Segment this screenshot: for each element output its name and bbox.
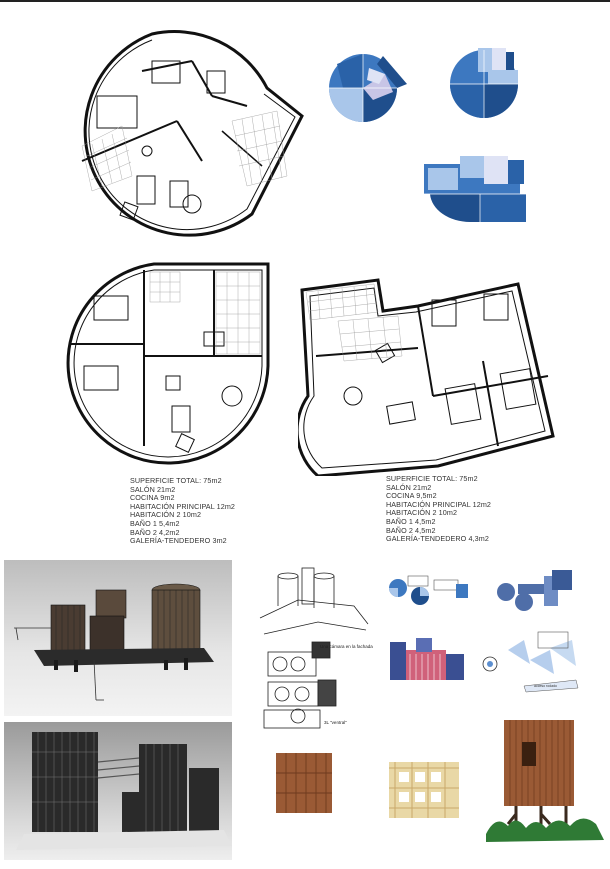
area-item: GALERÍA-TENDEDERO 4,3m2 xyxy=(386,534,489,544)
diagram-facade-elevation xyxy=(386,636,470,684)
area-item: SUPERFICIE TOTAL: 75m2 xyxy=(386,474,478,483)
area-item: BAÑO 2 4,5m2 xyxy=(386,525,436,535)
diagram-light-cones xyxy=(480,630,582,694)
area-list-right-plan xyxy=(386,475,491,544)
diagram-circles-blue-2 xyxy=(494,566,580,614)
area-item: BAÑO 1 4,5m2 xyxy=(386,516,436,526)
top-border xyxy=(0,0,610,2)
sketch-note-2: 3L "ventral" xyxy=(324,720,347,725)
illustration-tower-trees xyxy=(486,714,604,846)
model-photo-1 xyxy=(4,560,232,716)
model-sketch-1 xyxy=(4,560,232,716)
zoning-diagram-circle-2 xyxy=(448,42,524,120)
area-item: HABITACIÓN PRINCIPAL 12m2 xyxy=(386,499,492,509)
area-item: HABITACIÓN 2 10m2 xyxy=(130,510,202,520)
area-item: BAÑO 2 4,2m2 xyxy=(130,527,180,537)
area-item: GALERÍA-TENDEDERO 3m2 xyxy=(130,536,227,546)
zoning-diagram-square xyxy=(420,152,530,232)
diagram-circles-blue-1 xyxy=(384,566,480,612)
model-sketch-2 xyxy=(4,722,232,860)
floor-plan-angled-3 xyxy=(298,276,563,476)
pencil-sketches xyxy=(258,562,378,732)
area-item: COCINA 9m2 xyxy=(130,493,175,503)
floor-plan-circular-1 xyxy=(52,26,317,244)
area-item: HABITACIÓN PRINCIPAL 12m2 xyxy=(130,501,236,511)
model-photo-2 xyxy=(4,722,232,860)
area-item: COCINA 9,5m2 xyxy=(386,491,437,501)
sketch-note-1: Una cámara en la fachada xyxy=(320,644,373,649)
area-item: SALÓN 21m2 xyxy=(130,484,176,494)
area-item: SUPERFICIE TOTAL: 75m2 xyxy=(130,476,222,485)
texture-wood-panel xyxy=(272,749,338,817)
zoning-diagram-circle-1 xyxy=(323,44,411,126)
area-item: SALÓN 21m2 xyxy=(386,482,432,492)
area-item: BAÑO 1 5,4m2 xyxy=(130,518,180,528)
sketch-note-3: acceso rodado xyxy=(534,684,557,688)
area-list-left-plan xyxy=(130,477,235,546)
floor-plan-circular-2 xyxy=(54,256,274,466)
area-item: HABITACIÓN 2 10m2 xyxy=(386,508,458,518)
texture-lattice-panel xyxy=(385,758,463,822)
